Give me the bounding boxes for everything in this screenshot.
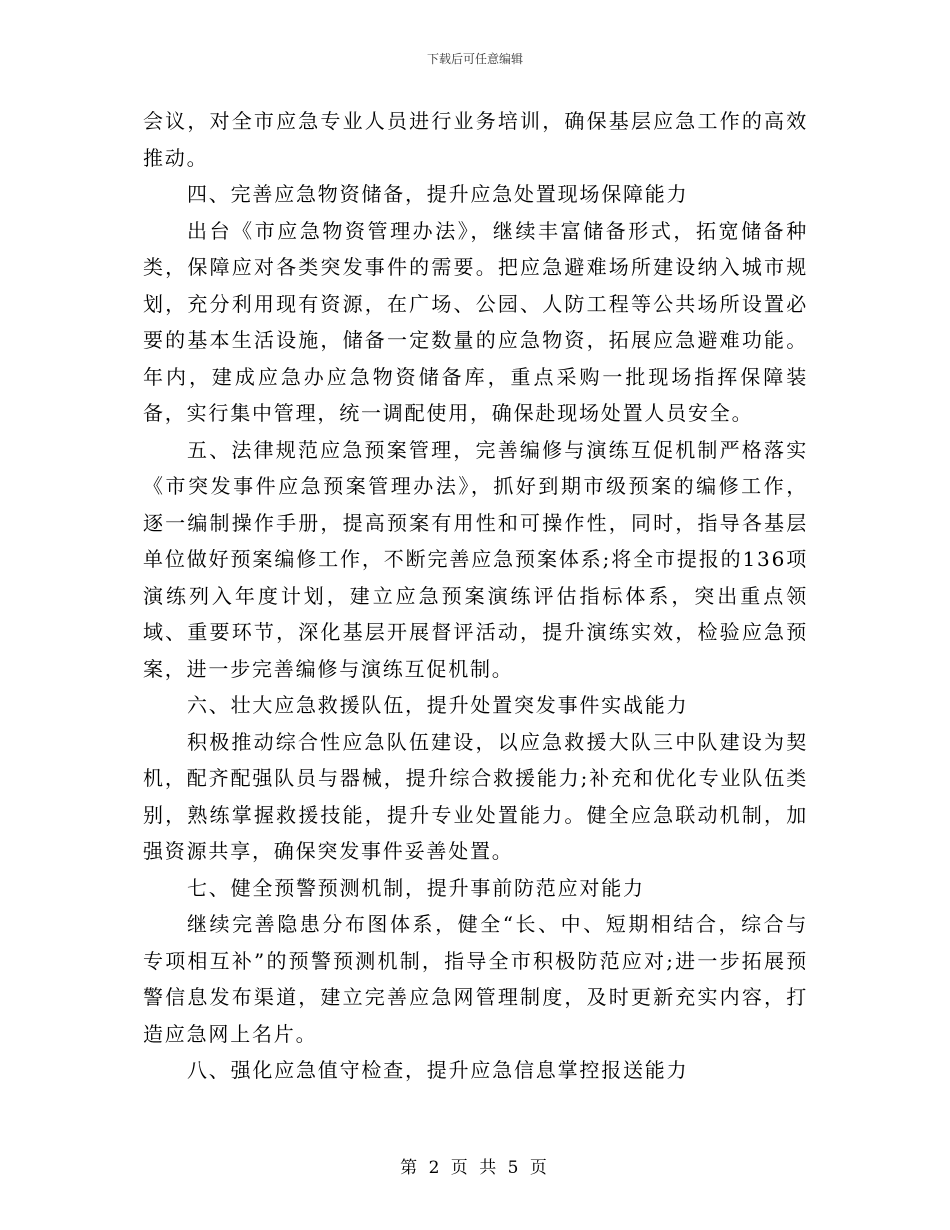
page-number: 第 2 页 共 5 页 [400,1158,550,1178]
paragraph: 会议，对全市应急专业人员进行业务培训，确保基层应急工作的高效推动。 [143,109,808,170]
section-heading: 四、完善应急物资储备，提升应急处置现场保障能力 [187,182,689,206]
paragraph: 积极推动综合性应急队伍建设，以应急救援大队三中队建设为契机，配齐配强队员与器械，提升综合救援能力;补充和优化专业队伍类别，熟练掌握救援技能，提升专业处置能力。健全应急联动机制，加强资源共享，确保突发事件妥善处置。 [143,729,808,863]
paragraph: 继续完善隐患分布图体系，健全“长、中、短期相结合，综合与专项相互补”的预警预测机制，指导全市积极防范应对;进一步拓展预警信息发布渠道，建立完善应急网管理制度，及时更新充实内容，打造应急网上名片。 [143,912,808,1046]
page-header: 下载后可任意编辑 [426,52,523,66]
paragraph: 五、法律规范应急预案管理，完善编修与演练互促机制严格落实《市突发事件应急预案管理办法》，抓好到期市级预案的编修工作，逐一编制操作手册，提高预案有用性和可操作性，同时，指导各基层单位做好预案编修工作，不断完善应急预案体系;将全市提报的136项演练列入年度计划，建立应急预案演练评估指标体系，突出重点领域、重要环节，深化基层开展督评活动，提升演练实效，检验应急预案，进一步完善编修与演练互促机制。 [143,437,808,681]
section-heading: 六、壮大应急救援队伍，提升处置突发事件实战能力 [187,693,689,717]
section-heading: 七、健全预警预测机制，提升事前防范应对能力 [187,875,645,900]
section-heading: 八、强化应急值守检查，提升应急信息掌控报送能力 [187,1058,689,1082]
paragraph: 出台《市应急物资管理办法》，继续丰富储备形式，拓宽储备种类，保障应对各类突发事件的需要。把应急避难场所建设纳入城市规划，充分利用现有资源，在广场、公园、人防工程等公共场所设置必要的基本生活设施，储备一定数量的应急物资，拓展应急避难功能。年内，建成应急办应急物资储备库，重点采购一批现场指挥保障装备，实行集中管理，统一调配使用，确保赴现场处置人员安全。 [143,218,808,425]
document-body [143,103,808,1089]
